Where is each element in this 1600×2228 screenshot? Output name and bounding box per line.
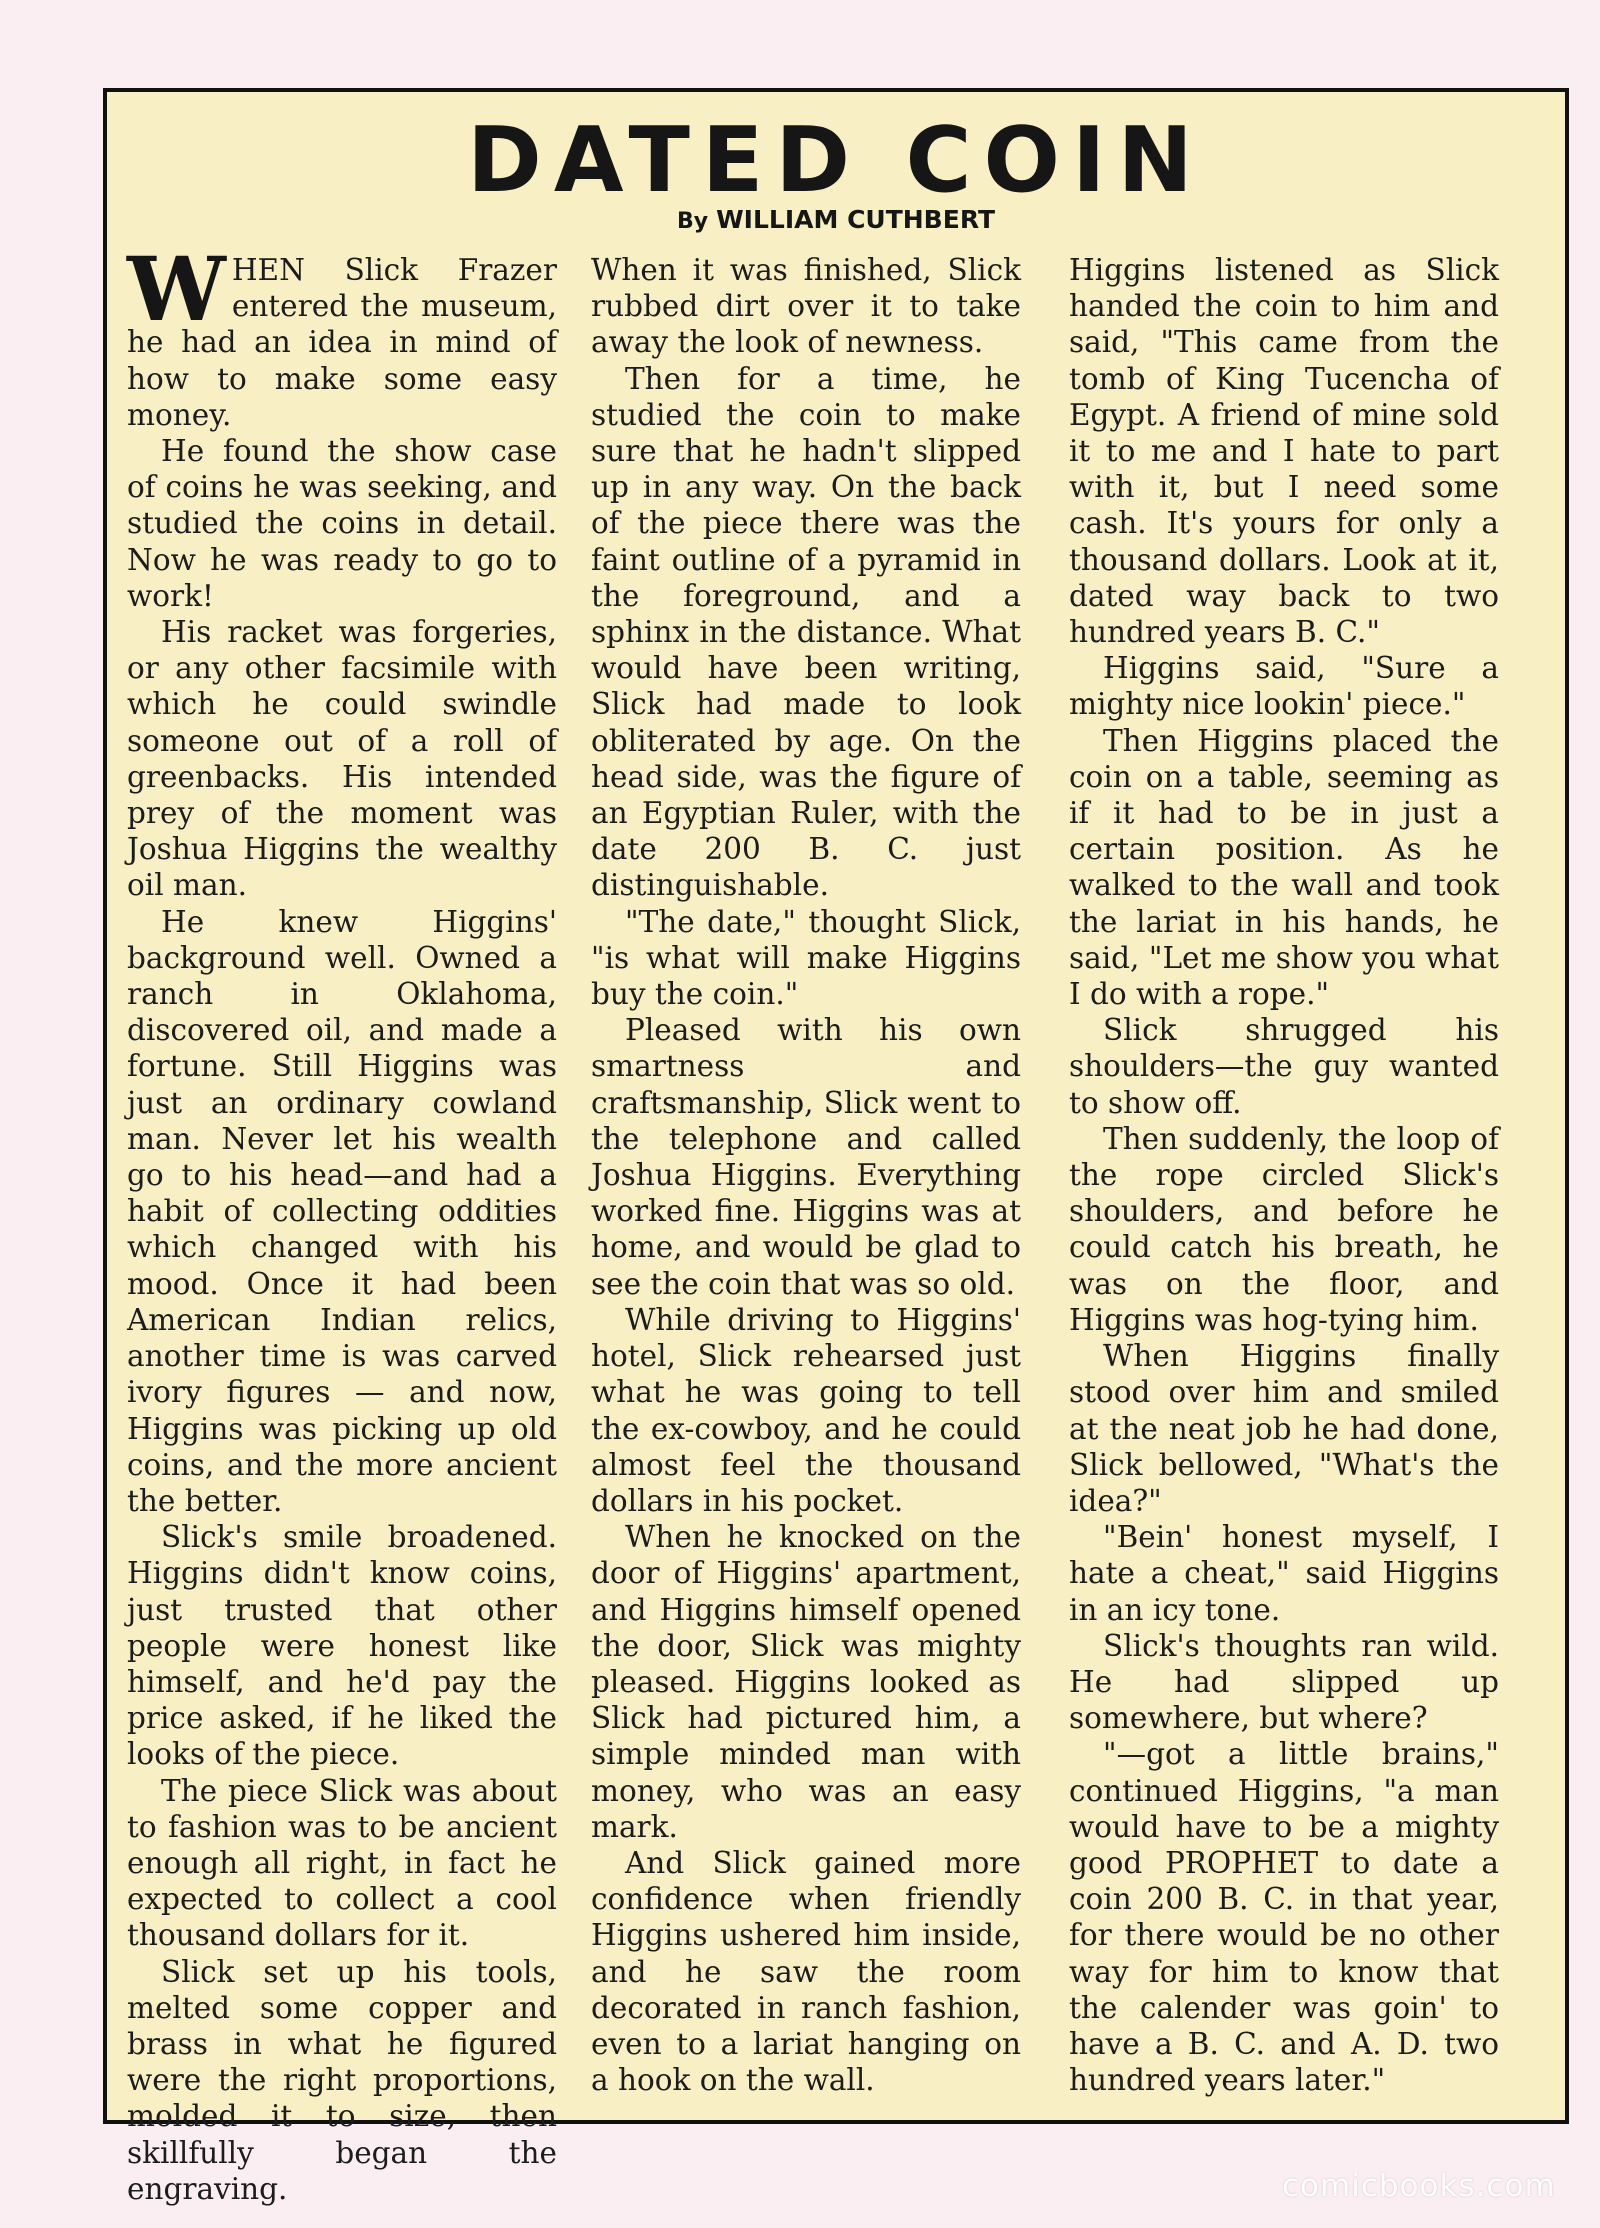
paragraph: When he knocked on the door of Higgins' apartment, and Higgins himself opened the door, Slick was mighty pleased. Higgins looked as Slick had pictured him, a simple minded man with money, who was an easy mark. [591,1520,1021,1844]
paragraph: Higgins said, "Sure a mighty nice lookin' piece." [1069,651,1499,722]
paragraph: Then Higgins placed the coin on a table, seeming as if it had to be in just a certain position. As he walked to the wall and took the lariat in his hands, he said, "Let me show you what I do with a rope." [1069,723,1499,1012]
paragraph: Higgins listened as Slick handed the coin to him and said, "This came from the tomb of King Tucencha of Egypt. A friend of mine sold it to me and I hate to part with it, but I need some cash. It's yours for only a thousand dollars. Look at it, dated way back to two hundred years B. C." [1069,253,1499,650]
author-name: WILLIAM CUTHBERT [716,205,995,234]
paragraph: When it was finished, Slick rubbed dirt over it to take away the look of newness. [591,253,1021,360]
paragraph: While driving to Higgins' hotel, Slick rehearsed just what he was going to tell the ex-cowboy, and he could almost feel the thousand dollars in his pocket. [591,1302,1021,1518]
text-column-3 [1069,252,1499,2102]
paragraph: "—got a little brains," continued Higgins, "a man would have to be a mighty good PROPHET to date a coin 200 B. C. in that year, for there would be no other way for him to know that the calender was goin' to have a B. C. and A. D. two hundred years later." [1069,1737,1499,2098]
paragraph: "The date," thought Slick, "is what will make Higgins buy the coin." [591,904,1021,1012]
paragraph: Pleased with his own smartness and craftsmanship, Slick went to the telephone and called Joshua Higgins. Everything worked fine. Higgins was at home, and would be glad to see the coin that was so old. [591,1013,1021,1301]
paragraph: He found the show case of coins he was seeking, and studied the coins in detail. Now he was ready to go to work! [127,434,557,613]
paragraph: "Bein' honest myself, I hate a cheat," said Higgins in an icy tone. [1069,1520,1499,1627]
paragraph: Slick's smile broadened. Higgins didn't know coins, just trusted that other people were honest like himself, and he'd pay the price asked, if he liked the looks of the piece. [127,1520,557,1772]
drop-cap: W [127,237,226,341]
opening-paragraph [127,237,557,433]
story-title: DATED COIN [467,108,1205,213]
paragraph: He knew Higgins' background well. Owned a ranch in Oklahoma, discovered oil, and made a fortune. Still Higgins was just an ordinary cowland man. Never let his wealth go to his head—and had a habit of collecting oddities which changed with his mood. Once it had been American Indian relics, another time is was carved ivory figures — and now, Higgins was picking up old coins, and the more ancient the better. [127,904,557,1518]
paragraph: Then for a time, he studied the coin to make sure that he hadn't slipped up in any way. On the back of the piece there was the faint outline of a pyramid in the foreground, and a sphinx in the distance. What would have been writing, Slick had made to look obliterated by age. On the head side, was the figure of an Egyptian Ruler, with the date 200 B. C. just distinguishable. [591,361,1021,903]
opening-paragraph-text: HEN Slick Frazer entered the museum, he had an idea in mind of how to make some easy money. [127,253,557,432]
paragraph: Slick's thoughts ran wild. He had slipped up somewhere, but where? [1069,1628,1499,1736]
paragraph: Then suddenly, the loop of the rope circled Slick's shoulders, and before he could catch his breath, he was on the floor, and Higgins was hog-tying him. [1069,1121,1499,1337]
site-watermark: comicbooks.com [1282,2168,1556,2204]
paragraph: The piece Slick was about to fashion was to be ancient enough all right, in fact he expected to collect a cool thousand dollars for it. [127,1773,557,1953]
text-column-2 [591,252,1021,2102]
paragraph: His racket was forgeries, or any other facsimile with which he could swindle someone out of a roll of greenbacks. His intended prey of the moment was Joshua Higgins the wealthy oil man. [127,615,557,903]
paragraph: Slick set up his tools, melted some copper and brass in what he figured were the right proportions, molded it to size, then skillfully began the engraving. [127,1954,557,2206]
byline-prefix: By [676,209,709,234]
paragraph: And Slick gained more confidence when friendly Higgins ushered him inside, and he saw the room decorated in ranch fashion, even to a lariat hanging on a hook on the wall. [591,1845,1021,2098]
paragraph: Slick shrugged his shoulders—the guy wanted to show off. [1069,1013,1499,1120]
byline [107,204,1565,238]
paragraph: When Higgins finally stood over him and smiled at the neat job he had done, Slick bellowed, "What's the idea?" [1069,1339,1499,1518]
text-column-1 [127,237,557,2206]
